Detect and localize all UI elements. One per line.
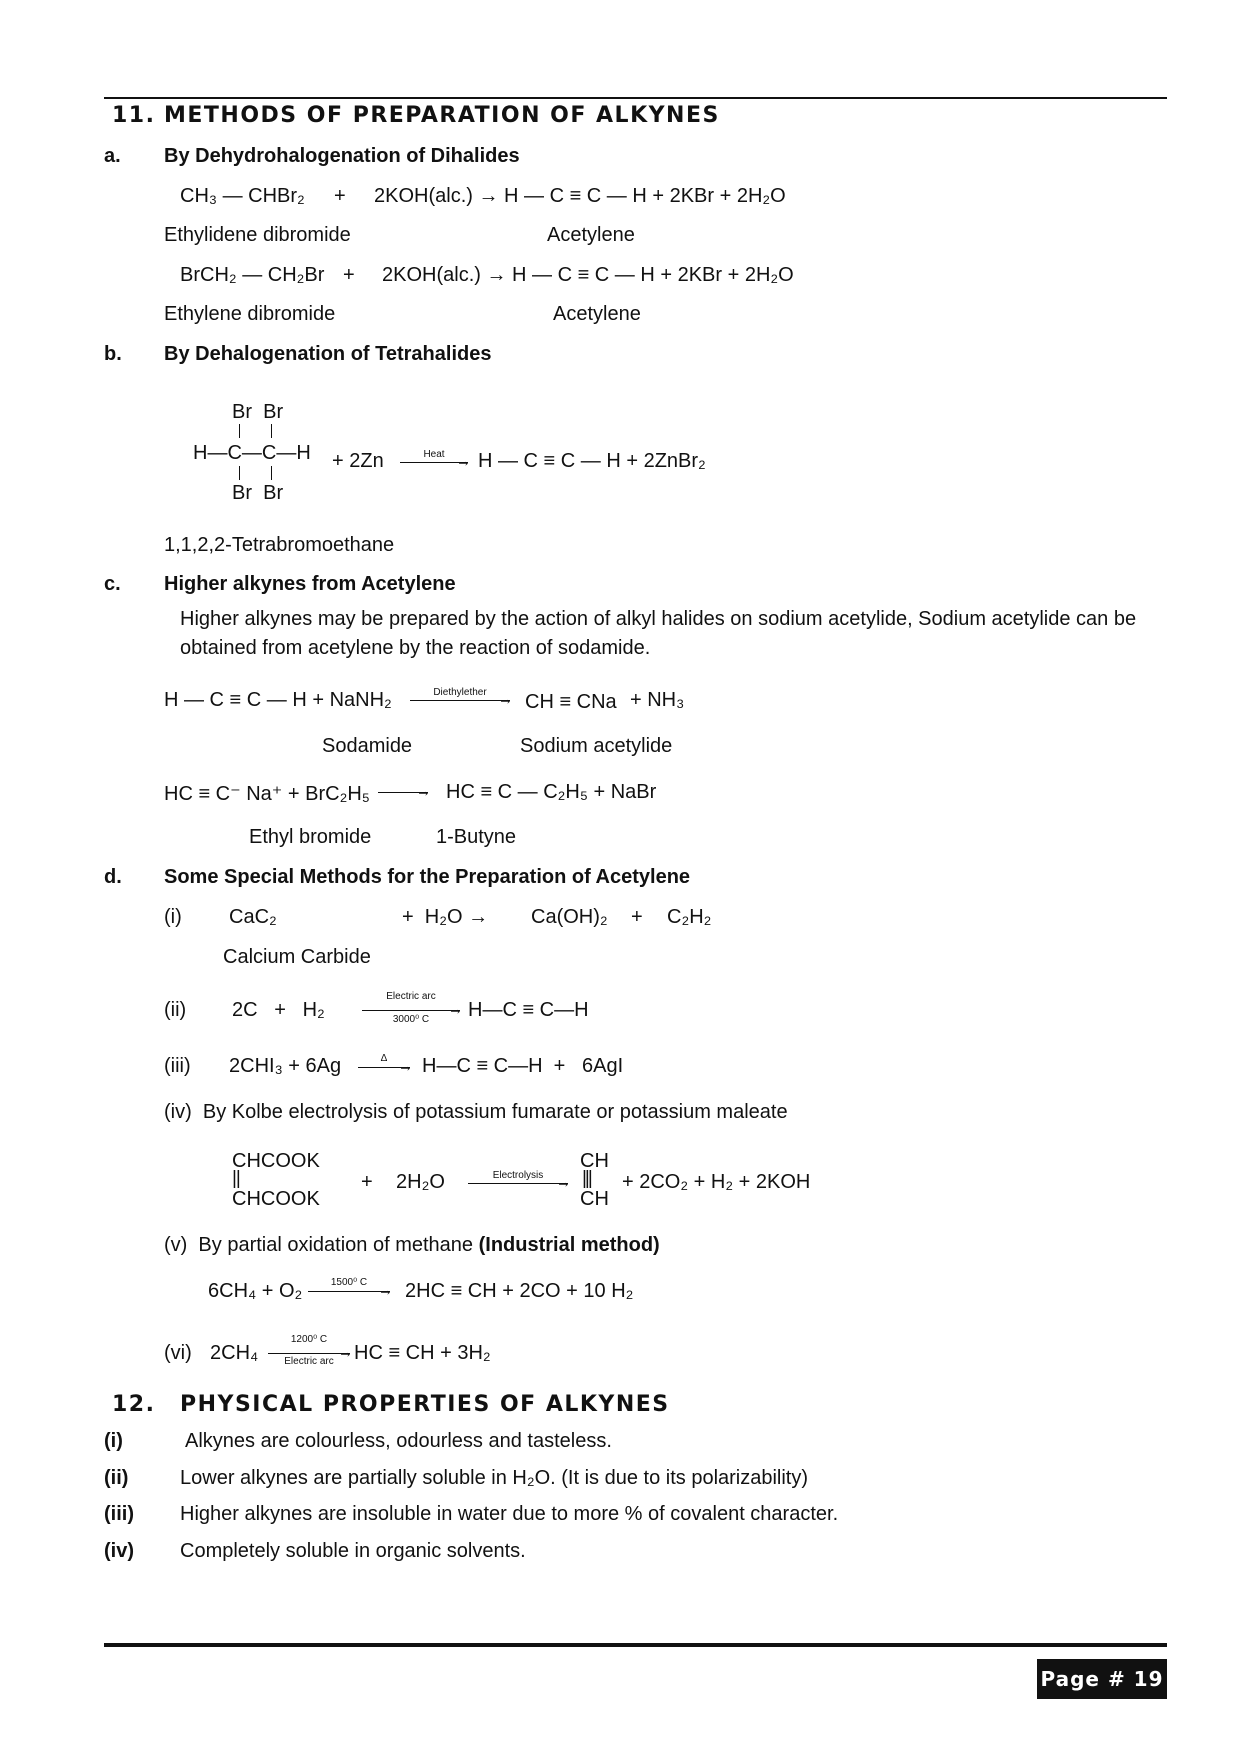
d-i-mid: + H₂O → [402,906,489,928]
d-vi-arrow-bottom: Electric arc [284,1356,334,1367]
a-r2-left: BrCH₂ — CH₂Br [180,264,325,286]
d-v-text [164,1234,660,1257]
b-br-bottom: Br Br [232,482,284,504]
c-r1-left: H — C ≡ C — H + NaNH₂ [164,689,392,711]
c-r1-name2: Sodium acetylide [520,735,673,757]
d-ii-arrow-top: Electric arc [386,991,436,1002]
d-v-left: 6CH₄ + O₂ [208,1280,303,1302]
a-r2-right: 2KOH(alc.) → H — C ≡ C — H + 2KBr + 2H₂O [382,264,794,286]
arrow-head-icon: → [338,1344,353,1361]
d-iv-ch-top: CH [580,1150,609,1172]
arrow-line [362,1010,460,1011]
item-b-label: b. [104,343,122,365]
d-v-text-bold: (Industrial method) [478,1234,660,1256]
prop-1-text: Alkynes are colourless, odourless and tasteless. [185,1430,612,1452]
d-v-right: 2HC ≡ CH + 2CO + 10 H₂ [405,1280,634,1302]
d-iii-left: 2CHI₃ + 6Ag [229,1055,342,1077]
b-arrow-label: Heat [423,449,445,460]
d-i-left: CaC₂ [229,906,277,928]
arrow-head-icon: → [448,1001,463,1018]
d-ii-left: 2C + H₂ [232,999,325,1021]
d-iv-ch-bottom: CH [580,1188,609,1210]
a-r1-name2: Acetylene [547,224,635,246]
d-vi-left: 2CH₄ [210,1342,259,1364]
d-v-arrow-label: 1500⁰ C [330,1277,368,1288]
prop-4-text: Completely soluble in organic solvents. [180,1540,526,1562]
d-iv-bottom: CHCOOK [232,1188,320,1210]
b-structure-mid: H—C—C—H [193,442,311,464]
prop-1-label: (i) [104,1430,123,1452]
a-r2-name1: Ethylene dibromide [164,303,336,325]
b-bond-top-left [239,424,240,438]
d-ii-label: (ii) [164,999,187,1021]
b-bond-bottom-left [239,466,240,480]
arrow-line [410,700,510,701]
d-vi-right: HC ≡ CH + 3H₂ [354,1342,491,1364]
d-iv-triple-bond: ||| [582,1168,591,1189]
arrow-head-icon: → [398,1058,413,1075]
c-r2-name1: Ethyl bromide [249,826,372,848]
c-r1-arrow-label: Diethylether [433,687,487,698]
d-i-label: (i) [164,906,182,928]
b-name: 1,1,2,2-Tetrabromoethane [164,534,395,556]
d-iv-text: (iv) By Kolbe electrolysis of potassium fumarate or potassium maleate [164,1101,788,1123]
section-11-title: METHODS OF PREPARATION OF ALKYNES [164,103,720,128]
bottom-rule [104,1643,1167,1647]
a-r1-left: CH₃ — CHBr₂ [180,185,305,207]
b-product: H — C ≡ C — H + 2ZnBr₂ [478,450,706,472]
item-a-label: a. [104,145,121,167]
d-ii-arrow-bottom: 3000⁰ C [392,1014,430,1025]
prop-2-label: (ii) [104,1467,129,1489]
c-r1-right: CH ≡ CNa [525,691,617,713]
c-r1-arrow [410,687,513,709]
arrow-head-icon: → [556,1174,571,1191]
b-bond-top-right [271,424,272,438]
arrow-head-icon: → [456,453,471,470]
section-12-title: PHYSICAL PROPERTIES OF ALKYNES [180,1392,670,1417]
a-r1-name1: Ethylidene dibromide [164,224,351,246]
d-iv-arrow [468,1170,571,1192]
d-iii-label: (iii) [164,1055,191,1077]
b-reagent: + 2Zn [332,450,384,472]
item-c-title: Higher alkynes from Acetylene [164,573,456,595]
d-ii-arrow [362,991,463,1025]
prop-3-text: Higher alkynes are insoluble in water due to more % of covalent character. [180,1503,839,1525]
item-d-title: Some Special Methods for the Preparation of Acetylene [164,866,691,888]
page-number: Page # 19 [1037,1659,1167,1699]
c-r2-arrow [378,781,431,801]
c-r2-name2: 1-Butyne [436,826,517,848]
d-iii-arrow [358,1053,413,1076]
d-v-arrow [308,1277,393,1300]
d-vi-arrow-top: 1200⁰ C [290,1334,328,1345]
d-iv-arrow-label: Electrolysis [492,1170,544,1181]
d-ii-right: H—C ≡ C—H [468,999,589,1021]
section-12-number: 12. [112,1392,156,1417]
top-rule [104,97,1167,99]
arrow-line [468,1183,568,1184]
b-bond-bottom-right [271,466,272,480]
section-11-number: 11. [112,103,156,128]
b-reaction-arrow [400,449,471,471]
a-r1-plus: + [334,185,346,207]
arrow-head-icon: → [378,1282,393,1299]
d-i-product2: C₂H₂ [667,906,712,928]
arrow-head-icon: → [416,783,431,800]
prop-3-label: (iii) [104,1503,134,1525]
prop-4-label: (iv) [104,1540,134,1562]
d-iv-products: + 2CO₂ + H₂ + 2KOH [622,1171,811,1193]
d-i-plus: + [631,906,643,928]
item-c-label: c. [104,573,121,595]
d-iv-water: 2H₂O [396,1171,445,1193]
d-i-name: Calcium Carbide [223,946,371,968]
b-br-top: Br Br [232,401,284,423]
a-r2-plus: + [343,264,355,286]
d-v-text-plain: (v) By partial oxidation of methane [164,1234,479,1256]
d-vi-arrow [268,1334,353,1367]
c-r2-right: HC ≡ C — C₂H₅ + NaBr [446,781,657,803]
item-d-label: d. [104,866,122,888]
d-iv-bond: || [232,1168,240,1189]
d-i-product1: Ca(OH)₂ [531,906,608,928]
d-iii-right: H—C ≡ C—H + 6AgI [422,1055,624,1077]
arrow-head-icon: → [498,691,513,708]
item-b-title: By Dehalogenation of Tetrahalides [164,343,492,365]
d-vi-label: (vi) [164,1342,192,1364]
c-paragraph: Higher alkynes may be prepared by the action of alkyl halides on sodium acetylide, Sodium acetylide can be obtained from acetylene by the reaction of sodamide. [180,608,1137,659]
d-iii-arrow-label: Δ [380,1053,388,1064]
prop-2-text: Lower alkynes are partially soluble in H₂O. (It is due to its polarizability) [180,1467,809,1489]
a-r1-right: 2KOH(alc.) → H — C ≡ C — H + 2KBr + 2H₂O [374,185,786,207]
c-r2-left: HC ≡ C⁻ Na⁺ + BrC₂H₅ [164,783,370,805]
d-iv-top: CHCOOK [232,1150,320,1172]
a-r2-name2: Acetylene [553,303,641,325]
c-r1-plus: + NH₃ [630,689,685,711]
item-a-title: By Dehydrohalogenation of Dihalides [164,145,520,167]
d-iv-plus: + [361,1171,373,1193]
c-r1-name1: Sodamide [322,735,413,757]
